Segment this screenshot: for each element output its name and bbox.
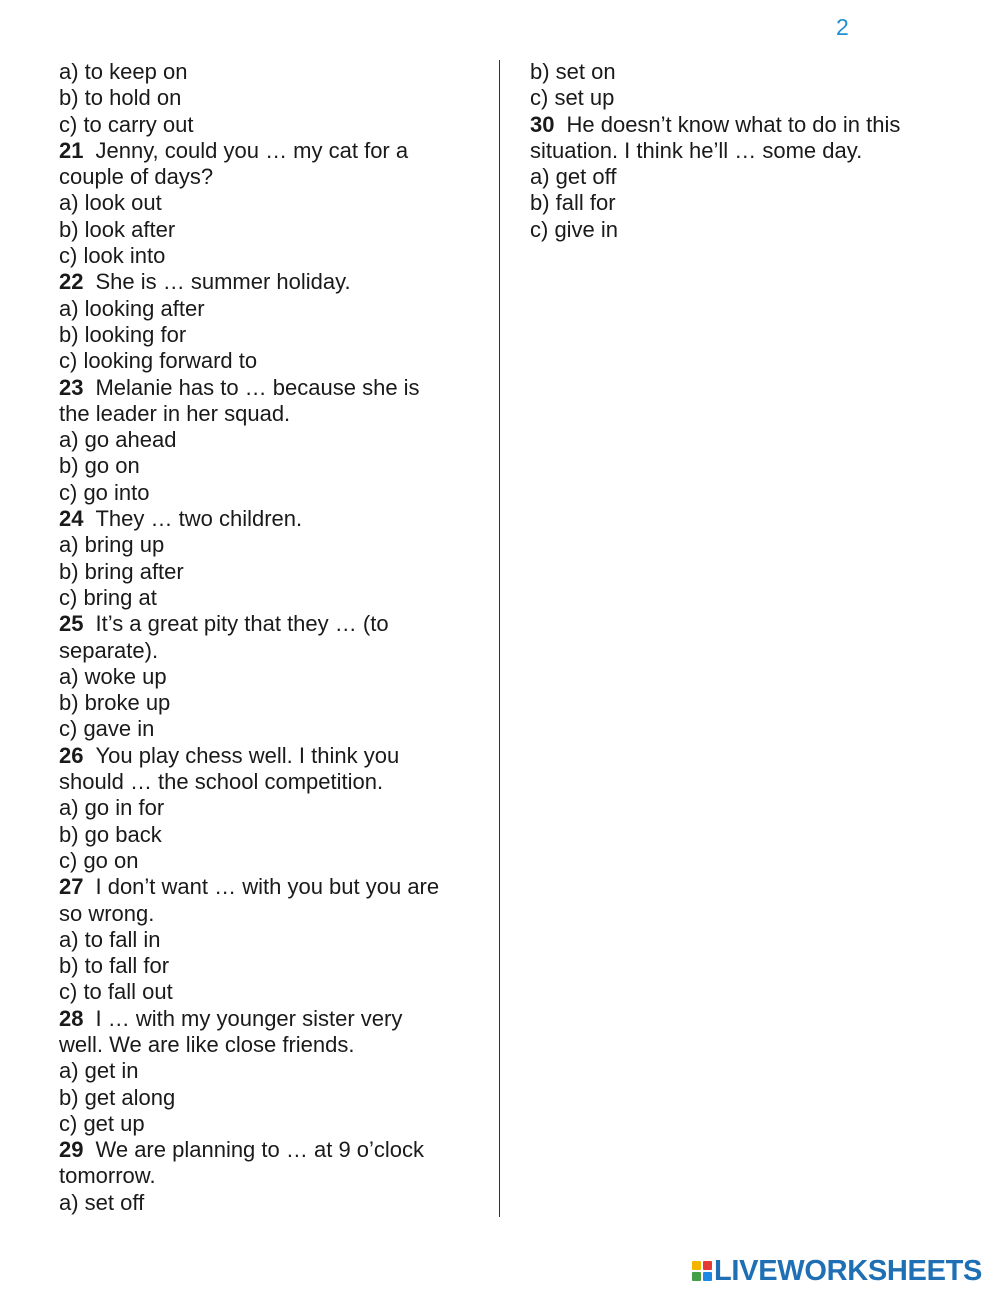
question-text: We are planning to … at 9 o’clock (95, 1137, 425, 1163)
question-stem-continued (59, 901, 484, 927)
answer-option: c) to fall out (59, 979, 173, 1005)
question-stem-continued (59, 1032, 484, 1058)
logo-square (692, 1272, 701, 1281)
answer-option: a) to keep on (59, 59, 188, 84)
question-number: 24 (59, 506, 84, 532)
answer-option: c) go into (59, 479, 150, 505)
answer-option: a) woke up (59, 663, 167, 689)
question-stem (59, 1006, 484, 1032)
question-stem (59, 375, 484, 401)
question-number: 22 (59, 269, 84, 295)
question-stem (59, 1137, 484, 1163)
answer-option: c) looking forward to (59, 348, 258, 374)
liveworksheets-brand (692, 1253, 982, 1289)
question-stem (530, 112, 950, 138)
answer-option: c) to carry out (59, 111, 194, 137)
answer-option: b) set on (530, 59, 616, 84)
question-text: should … the school competition. (59, 769, 384, 795)
question-text: tomorrow. (59, 1163, 156, 1189)
answer-option: c) look into (59, 243, 166, 269)
answer-option: b) get along (59, 1084, 176, 1110)
question-text: Melanie has to … because she is (95, 374, 420, 400)
logo-square (703, 1272, 712, 1281)
answer-option: b) look after (59, 216, 176, 242)
logo-square (703, 1261, 712, 1270)
question-stem-continued (530, 138, 950, 164)
answer-option: b) broke up (59, 690, 171, 716)
question-stem-continued (59, 769, 484, 795)
question-stem (59, 611, 484, 637)
answer-option: b) go on (59, 453, 140, 479)
question-text: It’s a great pity that they … (to (95, 611, 389, 637)
question-stem-continued (59, 1163, 484, 1189)
answer-option: c) set up (530, 85, 615, 111)
question-text: the leader in her squad. (59, 400, 291, 426)
answer-option: a) set off (59, 1189, 145, 1215)
answer-option: a) go in for (59, 795, 165, 821)
question-stem (59, 506, 484, 532)
question-stem (59, 138, 484, 164)
question-number: 23 (59, 374, 84, 400)
right-column (530, 59, 950, 243)
answer-option: a) looking after (59, 295, 205, 321)
question-text: He doesn’t know what to do in this (566, 111, 901, 137)
question-text: You play chess well. I think you (95, 742, 400, 768)
question-text: They … two children. (95, 506, 303, 532)
answer-option: c) bring at (59, 584, 157, 610)
answer-option: b) fall for (530, 190, 616, 216)
answer-option: b) to hold on (59, 85, 182, 111)
answer-option: b) bring after (59, 558, 184, 584)
question-stem-continued (59, 638, 484, 664)
question-text: Jenny, could you … my cat for a (95, 137, 409, 163)
answer-option: c) give in (530, 216, 619, 242)
liveworksheets-logo-icon (692, 1261, 712, 1281)
answer-option: a) get off (530, 164, 617, 190)
question-stem (59, 874, 484, 900)
question-number: 29 (59, 1137, 84, 1163)
answer-option: a) get in (59, 1058, 139, 1084)
brand-name: LIVEWORKSHEETS (714, 1254, 983, 1287)
question-number: 26 (59, 742, 84, 768)
question-number: 30 (530, 111, 555, 137)
answer-option: a) go ahead (59, 427, 177, 453)
answer-option: c) go on (59, 847, 139, 873)
question-text: separate). (59, 637, 159, 663)
question-stem (59, 269, 484, 295)
question-text: She is … summer holiday. (95, 269, 351, 295)
question-number: 28 (59, 1005, 84, 1031)
answer-option: b) to fall for (59, 953, 170, 979)
answer-option: b) looking for (59, 321, 187, 347)
question-text: couple of days? (59, 164, 214, 190)
question-number: 21 (59, 137, 84, 163)
question-number: 27 (59, 874, 84, 900)
answer-option: a) bring up (59, 532, 165, 558)
question-text: well. We are like close friends. (59, 1031, 355, 1057)
answer-option: b) go back (59, 821, 162, 847)
column-divider (499, 60, 500, 1217)
answer-option: a) to fall in (59, 926, 161, 952)
question-stem-continued (59, 401, 484, 427)
answer-option: a) look out (59, 190, 162, 216)
logo-square (692, 1261, 701, 1270)
question-text: I … with my younger sister very (95, 1005, 403, 1031)
answer-option: c) gave in (59, 716, 155, 742)
question-text: situation. I think he’ll … some day. (530, 137, 863, 163)
question-number: 25 (59, 611, 84, 637)
question-text: so wrong. (59, 900, 155, 926)
question-text: I don’t want … with you but you are (95, 874, 440, 900)
question-stem (59, 743, 484, 769)
page-number: 2 (836, 14, 849, 40)
answer-option: c) get up (59, 1110, 145, 1136)
left-column (59, 59, 484, 1216)
question-stem-continued (59, 164, 484, 190)
